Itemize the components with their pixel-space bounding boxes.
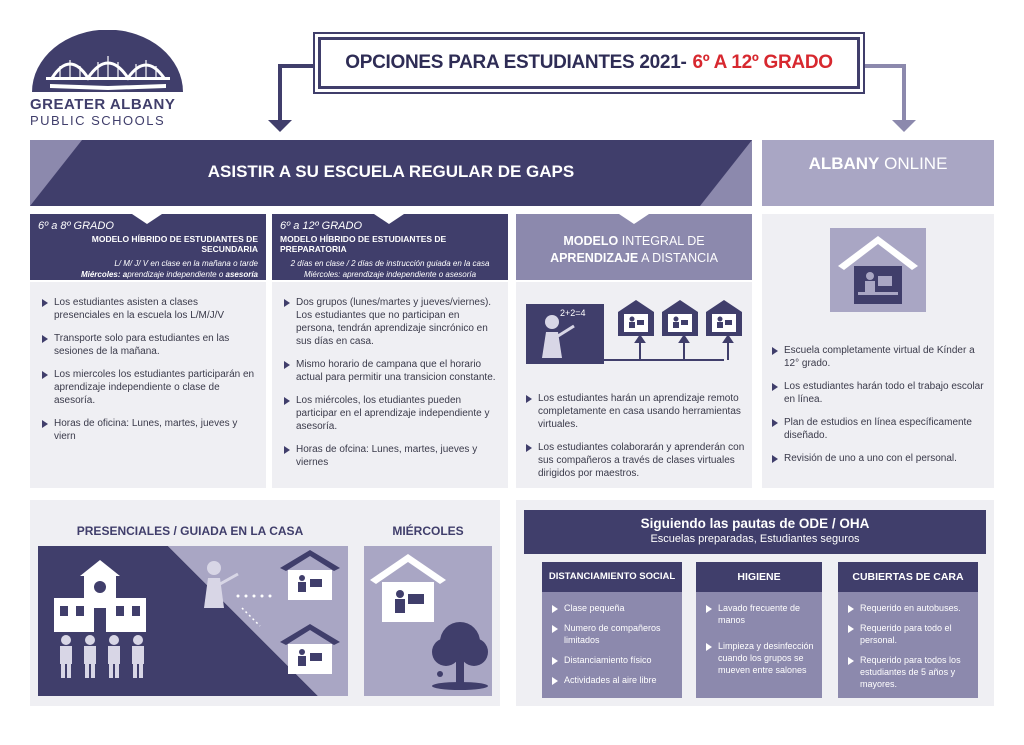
list-item: Revisión de uno a uno con el personal. bbox=[770, 452, 988, 465]
col2-list bbox=[282, 296, 498, 469]
ode-col-list bbox=[542, 592, 682, 686]
col4-list bbox=[770, 344, 988, 475]
col1-sub1: L/ M/ J/ V en clase en la mañana o tarde bbox=[114, 259, 258, 268]
list-item: Dos grupos (lunes/martes y jueves/viernes). Los estudiantes que no participan en persona, tendrán aprendizaje sincrónico en sus días en casa. bbox=[282, 296, 498, 348]
ode-col-distanciamiento bbox=[542, 562, 682, 698]
ode-col-title: HIGIENE bbox=[696, 562, 822, 592]
list-item: Los estudiantes harán un aprendizaje remoto completamente en casa usando herramientas virtuales. bbox=[524, 392, 746, 431]
list-item: Los estudiantes asisten a clases presenciales en la escuela los L/M/J/V bbox=[40, 296, 256, 322]
col2-sub2: Miércoles: aprendizaje independiente o asesoría bbox=[303, 270, 477, 279]
online-a: ALBANY bbox=[808, 154, 880, 173]
title-grade: 6º A 12º GRADO bbox=[692, 52, 833, 73]
col2-body bbox=[272, 282, 508, 488]
board-text: 2+2=4 bbox=[560, 308, 586, 318]
list-item: Plan de estudios en línea específicamente diseñado. bbox=[770, 416, 988, 442]
list-item: Horas de oficina: Lunes, martes, jueves y viern bbox=[40, 417, 256, 443]
col2-model: MODELO HÍBRIDO DE ESTUDIANTES DE PREPARATORIA bbox=[280, 234, 447, 254]
banner-regular bbox=[30, 140, 752, 206]
col2-header bbox=[272, 214, 508, 280]
banner-online bbox=[762, 140, 994, 206]
arrows bbox=[0, 0, 1024, 140]
home-computer-icon bbox=[830, 228, 926, 312]
ode-panel bbox=[516, 500, 994, 706]
col3-title-d: A DISTANCIA bbox=[638, 251, 718, 265]
ode-col-list bbox=[838, 592, 978, 690]
ode-title: Siguiendo las pautas de ODE / OHA bbox=[640, 516, 870, 531]
col3-title-c: APRENDIZAJE bbox=[550, 251, 639, 265]
bottom-left bbox=[30, 500, 500, 706]
ode-header bbox=[524, 510, 986, 554]
ode-col-title: DISTANCIAMIENTO SOCIAL bbox=[542, 562, 682, 592]
list-item: Requerido para todos los estudiantes de 5 años y mayores. bbox=[846, 654, 972, 690]
home-computer-icon bbox=[616, 298, 746, 338]
col2-grade: 6º a 12º GRADO bbox=[280, 220, 363, 232]
list-item: Los estudiantes harán todo el trabajo escolar en línea. bbox=[770, 380, 988, 406]
list-item: Transporte solo para estudiantes en las sesiones de la mañana. bbox=[40, 332, 256, 358]
col1-sub2b: prendizaje independiente o bbox=[127, 270, 226, 279]
list-item: Lavado frecuente de manos bbox=[704, 602, 816, 626]
list-item: Requerido para todo el personal. bbox=[846, 622, 972, 646]
list-item: Actividades al aire libre bbox=[550, 674, 674, 686]
col3-list bbox=[524, 392, 746, 490]
ode-col-title: CUBIERTAS DE CARA bbox=[838, 562, 978, 592]
col3-title-line2 bbox=[516, 250, 752, 267]
list-item: Requerido en autobuses. bbox=[846, 602, 972, 614]
col1-list bbox=[40, 296, 256, 443]
col3-title-b: INTEGRAL DE bbox=[618, 234, 705, 248]
ode-col-higiene bbox=[696, 562, 822, 698]
col1-model bbox=[38, 234, 258, 254]
school-scene bbox=[38, 546, 348, 696]
ode-subtitle: Escuelas preparadas, Estudiantes seguros bbox=[650, 533, 860, 545]
online-b: ONLINE bbox=[879, 154, 948, 173]
list-item: Escuela completamente virtual de Kínder a 12° grado. bbox=[770, 344, 988, 370]
col1-grade: 6º a 8º GRADO bbox=[38, 220, 114, 232]
col3-body bbox=[516, 282, 752, 488]
col1-sub2c: asesoría bbox=[225, 270, 258, 279]
list-item: Limpieza y desinfección cuando los grupos se mueven entre salones bbox=[704, 640, 816, 676]
title-main: OPCIONES PARA ESTUDIANTES 2021- bbox=[345, 52, 687, 73]
col1-model-a: MODELO HÍBRIDO bbox=[91, 234, 168, 244]
col1-sub2 bbox=[38, 270, 258, 279]
logo-line2: PUBLIC SCHOOLS bbox=[30, 113, 166, 128]
list-item: Mismo horario de campana que el horario actual para permitir una transicion constante. bbox=[282, 358, 498, 384]
col2-sub1: 2 días en clase / 2 días de instrucción guiada en la casa bbox=[290, 259, 490, 268]
list-item: Distanciamiento físico bbox=[550, 654, 674, 666]
col3-title-line1 bbox=[516, 233, 752, 250]
list-item: Los estudiantes colaborarán y aprenderán con sus compañeros a través de clases virtuales dirigidos por maestros. bbox=[524, 441, 746, 480]
logo-line1: GREATER ALBANY bbox=[30, 96, 176, 113]
col1-header bbox=[30, 214, 266, 280]
ode-col-cubiertas bbox=[838, 562, 978, 698]
col3-title-a: MODELO bbox=[563, 234, 619, 248]
home-tree-scene bbox=[364, 546, 492, 696]
miercoles-label: MIÉRCOLES bbox=[392, 524, 464, 538]
col3-header bbox=[516, 214, 752, 280]
col1-model-b: DE ESTUDIANTES DE SECUNDARIA bbox=[167, 234, 258, 254]
ode-col-list bbox=[696, 592, 822, 676]
col4-body bbox=[762, 214, 994, 488]
list-item: Clase pequeña bbox=[550, 602, 674, 614]
list-item: Los miercoles los estudiantes participarán en aprendizaje independiente o clase de asesoría. bbox=[40, 368, 256, 407]
list-item: Horas de ofcina: Lunes, martes, jueves y viernes bbox=[282, 443, 498, 469]
presenciales-label: PRESENCIALES / GUIADA EN LA CASA bbox=[76, 524, 304, 538]
col1-sub2a: Miércoles: a bbox=[80, 270, 128, 279]
banner-regular-label: ASISTIR A SU ESCUELA REGULAR DE GAPS bbox=[207, 162, 575, 181]
col1-body bbox=[30, 282, 266, 488]
list-item: Numero de compañeros limitados bbox=[550, 622, 674, 646]
list-item: Los miércoles, los etudiantes pueden participar en el aprendizaje independiente y asesoría. bbox=[282, 394, 498, 433]
